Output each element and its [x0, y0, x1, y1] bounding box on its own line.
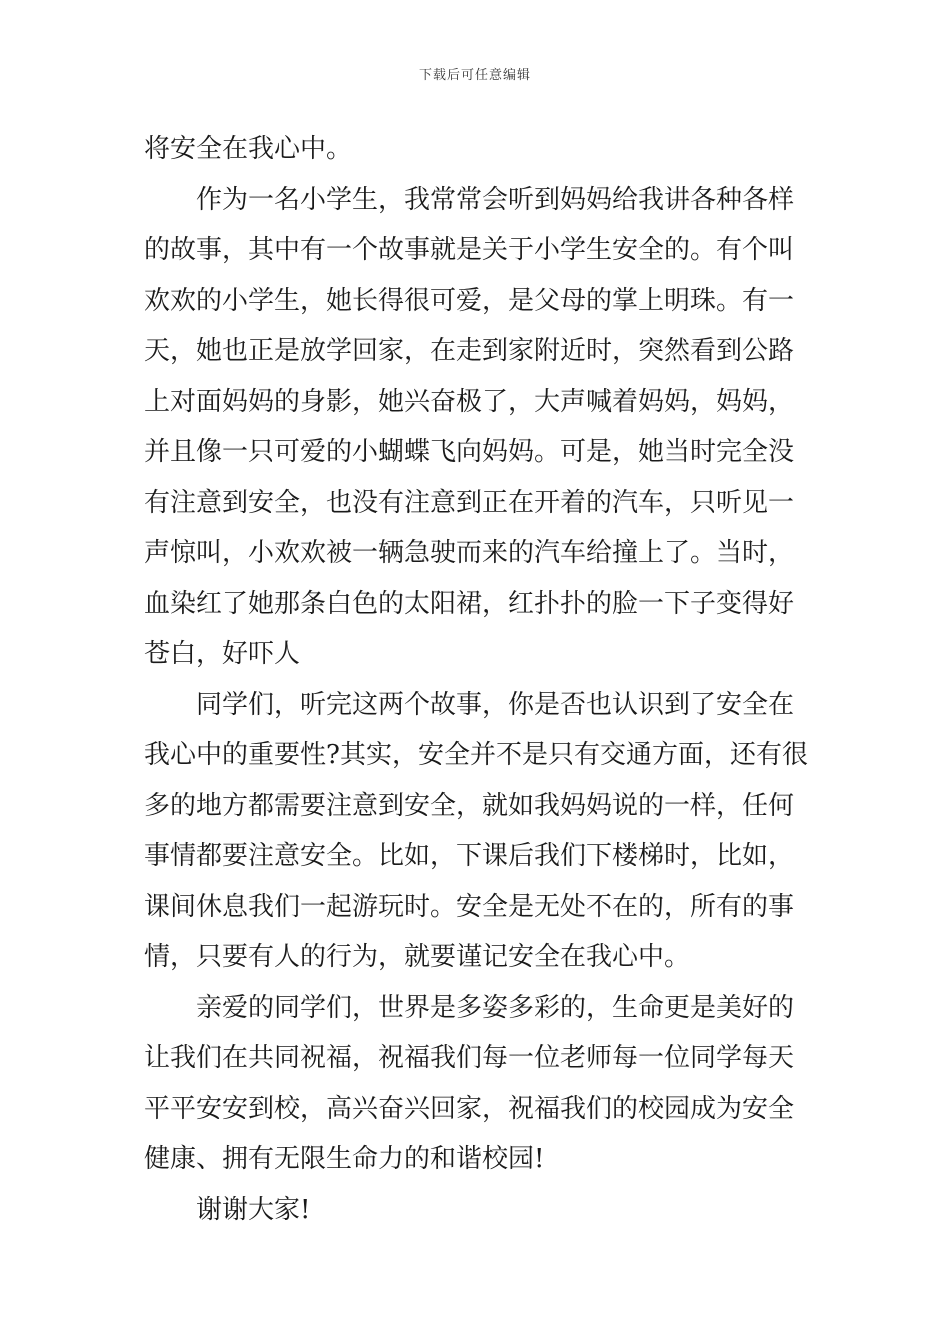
- text-line: 声惊叫，小欢欢被一辆急驶而来的汽车给撞上了。当时，: [144, 538, 795, 568]
- text-line: 作为一名小学生，我常常会听到妈妈给我讲各种各样: [196, 184, 795, 215]
- text-line: 的故事，其中有一个故事就是关于小学生安全的。有个叫: [144, 235, 795, 265]
- text-line: 并且像一只可爱的小蝴蝶飞向妈妈。可是，她当时完全没: [144, 437, 795, 467]
- text-line: 同学们，听完这两个故事，你是否也认识到了安全在: [196, 689, 795, 720]
- header-note: 下载后可任意编辑: [418, 68, 531, 83]
- text-line: 苍白，好吓人: [144, 639, 301, 669]
- text-line: 平平安安到校，高兴奋兴回家，祝福我们的校园成为安全: [144, 1093, 795, 1124]
- text-line: 谢谢大家!: [196, 1194, 311, 1225]
- text-line: 让我们在共同祝福，祝福我们每一位老师每一位同学每天: [144, 1043, 795, 1073]
- text-line: 多的地方都需要注意到安全，就如我妈妈说的一样，任何: [144, 790, 795, 821]
- text-line: 天，她也正是放学回家，在走到家附近时，突然看到公路: [144, 336, 795, 366]
- text-line: 上对面妈妈的身影，她兴奋极了，大声喊着妈妈，妈妈，: [144, 386, 795, 417]
- text-line: 血染红了她那条白色的太阳裙，红扑扑的脸一下子变得好: [144, 588, 795, 619]
- text-line: 将安全在我心中。: [144, 134, 353, 164]
- text-line: 情，只要有人的行为，就要谨记安全在我心中。: [144, 942, 691, 972]
- text-line: 我心中的重要性?其实，安全并不是只有交通方面，还有很: [144, 740, 808, 770]
- text-line: 欢欢的小学生，她长得很可爱，是父母的掌上明珠。有一: [144, 285, 795, 316]
- text-line: 亲爱的同学们，世界是多姿多彩的，生命更是美好的: [196, 992, 795, 1023]
- text-line: 有注意到安全，也没有注意到正在开着的汽车，只听见一: [144, 487, 795, 518]
- text-line: 事情都要注意安全。比如，下课后我们下楼梯时，比如，: [144, 841, 795, 871]
- text-line: 课间休息我们一起游玩时。安全是无处不在的，所有的事: [144, 891, 795, 922]
- text-line: 健康、拥有无限生命力的和谐校园!: [144, 1144, 545, 1174]
- document-body: [144, 124, 808, 1235]
